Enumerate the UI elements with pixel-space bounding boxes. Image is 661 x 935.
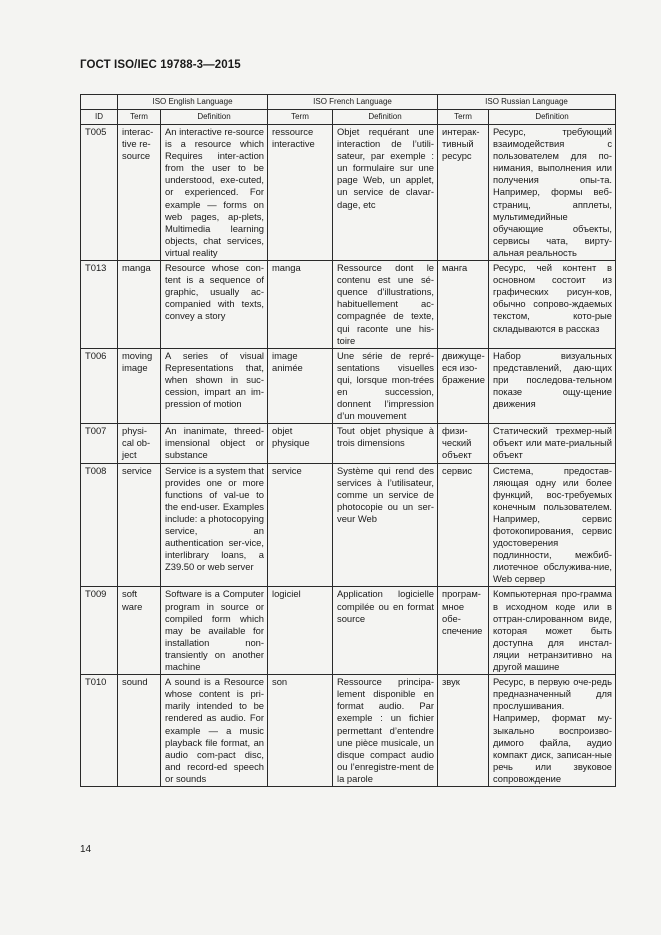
en-term: manga: [118, 261, 161, 349]
table-row: [81, 261, 616, 349]
en-term: physi-cal ob-ject: [118, 424, 161, 463]
row-id: T009: [81, 587, 118, 675]
fr-term: image animée: [268, 348, 333, 424]
en-definition: Resource whose con-tent is a sequence of graphic, usually ac-companied with texts, convey a story: [161, 261, 268, 349]
ru-definition: Ресурс, чей контент в основном состоит из графических рисун-ков, обычно сопрово-ждаемых текстом, кото-рые складываются в рассказ: [489, 261, 616, 349]
row-id: T008: [81, 463, 118, 587]
table-row: [81, 125, 616, 261]
document-header: ГОСТ ISO/IEC 19788-3—2015: [80, 59, 241, 71]
fr-term: ressource interactive: [268, 125, 333, 261]
table-row: [81, 675, 616, 787]
row-id: T010: [81, 675, 118, 787]
ru-definition: Компьютерная про-грамма в исходном коде или в оттран-слированном виде, которая может быть доступна для инстал-ляции нетранзитивно на другой машине: [489, 587, 616, 675]
ru-definition: Ресурс, требующий взаимодействия с пользователем для по-нимания, выполнения или получения опы-та. Например, формы веб-страниц, апплеты, мультимедийные обучающие объекты, сервисы чата, вирту-альная реальность: [489, 125, 616, 261]
column-header-id: ID: [81, 110, 118, 125]
ru-definition: Набор визуальных представлений, даю-щих при последова-тельном показе ощу-щение движения: [489, 348, 616, 424]
ru-term: движуще-еся изо-бражение: [438, 348, 489, 424]
en-definition: Software is a Computer program in source or compiled form which may be available for installation non-transiently on another machine: [161, 587, 268, 675]
column-header-ru-term: Term: [438, 110, 489, 125]
fr-definition: Ressource principa-lement disponible en format audio. Par exemple : un fichier permettant d’entendre une pièce musicale, un disque compact audio ou l’enregistre-ment de la parole: [333, 675, 438, 787]
en-definition: An interactive re-source is a resource which Requires inter-action from the user to be understood, exe-cuted, or experienced. For example — forms on web pages, ap-plets, Multimedia learning objects, chat services, virtual reality: [161, 125, 268, 261]
blank-header-cell: [81, 95, 118, 110]
column-header-en-definition: Definition: [161, 110, 268, 125]
column-header-row: [81, 110, 616, 125]
fr-definition: Application logicielle compilée ou en format source: [333, 587, 438, 675]
ru-term: физи-ческий объект: [438, 424, 489, 463]
fr-definition: Une série de repré-sentations visuelles qui, lorsque mon-trées en succession, donnent l’impression d’un mouvement: [333, 348, 438, 424]
ru-term: интерак-тивный ресурс: [438, 125, 489, 261]
group-header-french: ISO French Language: [268, 95, 438, 110]
row-id: T005: [81, 125, 118, 261]
table-row: [81, 424, 616, 463]
column-header-en-term: Term: [118, 110, 161, 125]
fr-term: manga: [268, 261, 333, 349]
column-header-fr-definition: Definition: [333, 110, 438, 125]
fr-term: objet physique: [268, 424, 333, 463]
ru-term: сервис: [438, 463, 489, 587]
en-term: sound: [118, 675, 161, 787]
column-header-ru-definition: Definition: [489, 110, 616, 125]
row-id: T013: [81, 261, 118, 349]
fr-definition: Objet requérant une interaction de l’utili-sateur, par exemple : un formulaire sur une page Web, un applet, un service de clavar-dage, etc: [333, 125, 438, 261]
ru-definition: Статический трехмер-ный объект или мате-риальный объект: [489, 424, 616, 463]
group-header-english: ISO English Language: [118, 95, 268, 110]
page-number: 14: [80, 844, 92, 855]
terms-table: [80, 94, 616, 787]
group-header-row: [81, 95, 616, 110]
fr-definition: Tout objet physique à trois dimensions: [333, 424, 438, 463]
en-term: soft ware: [118, 587, 161, 675]
en-definition: An inanimate, threed-imensional object or substance: [161, 424, 268, 463]
en-definition: A series of visual Representations that, when shown in suc-cession, impart an im-pression of motion: [161, 348, 268, 424]
table-row: [81, 348, 616, 424]
en-term: service: [118, 463, 161, 587]
row-id: T007: [81, 424, 118, 463]
en-term: interac-tive re-source: [118, 125, 161, 261]
fr-definition: Système qui rend des services à l’utilisateur, comme un service de photocopie ou un ser-veur Web: [333, 463, 438, 587]
table-row: [81, 587, 616, 675]
column-header-fr-term: Term: [268, 110, 333, 125]
ru-term: звук: [438, 675, 489, 787]
table-row: [81, 463, 616, 587]
ru-definition: Система, предостав-ляющая одну или более функций, вос-требуемых конечным пользователем. Например, сервис фотокопирования, сервис удостоверения подлинности, межбиб-лиотечное обслужива-ние, Web сервер: [489, 463, 616, 587]
en-term: moving image: [118, 348, 161, 424]
row-id: T006: [81, 348, 118, 424]
group-header-russian: ISO Russian Language: [438, 95, 616, 110]
ru-definition: Ресурс, в первую оче-редь предназначенный для прослушивания. Например, формат му-зыкально воспроизво-димого файла, аудио компакт диск, записан-ные речь или звуковое сопровождение: [489, 675, 616, 787]
fr-definition: Ressource dont le contenu est une sé-quence d’illustrations, habituellement ac-compagnée de texte, qui raconte une his-toire: [333, 261, 438, 349]
ru-term: програм-мное обе-спечение: [438, 587, 489, 675]
ru-term: манга: [438, 261, 489, 349]
en-definition: A sound is a Resource whose content is pri-marily intended to be rendered as audio. For example — a music playback file format, an audio com-pact disc, and record-ed speech or sounds: [161, 675, 268, 787]
fr-term: logiciel: [268, 587, 333, 675]
fr-term: service: [268, 463, 333, 587]
en-definition: Service is a system that provides one or more functions of val-ue to the end-user. Examples include: a photocopying service, an authentication ser-vice, interlibrary loans, a Z39.50 or web server: [161, 463, 268, 587]
fr-term: son: [268, 675, 333, 787]
